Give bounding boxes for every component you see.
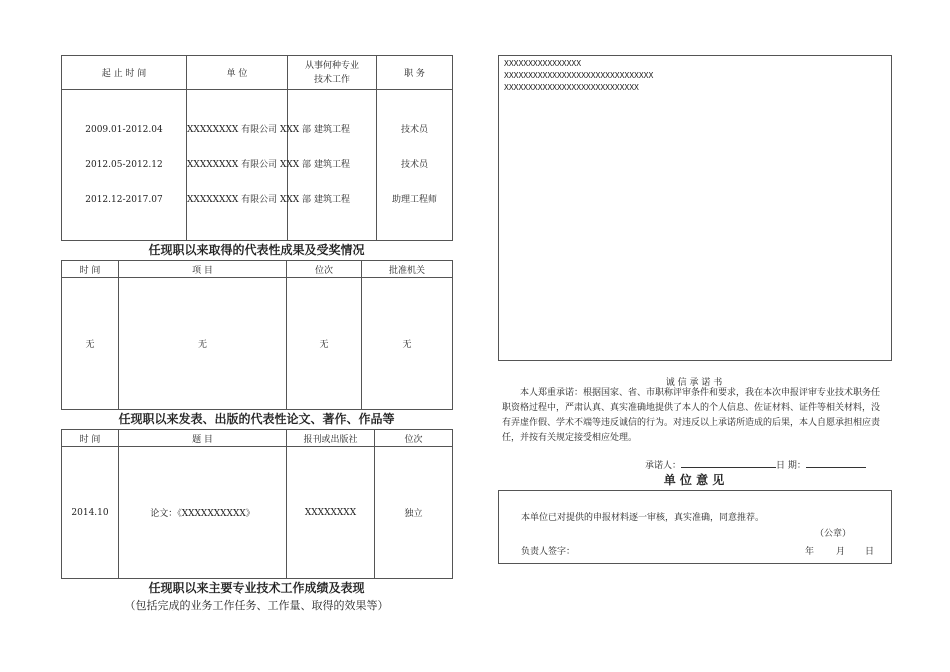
unit-opinion-text: 本单位已对提供的申报材料逐一审核，真实准确，同意推荐。	[521, 513, 765, 523]
year-label: 年	[805, 547, 815, 557]
unit-value: XXXXXXXX 有限公司 XXX 部	[187, 194, 312, 205]
header-unit: 单 位	[187, 56, 288, 90]
work-value: 建筑工程	[313, 194, 350, 205]
performance-subtitle: （包括完成的业务工作任务、工作量、取得的效果等）	[124, 599, 389, 612]
paper-title: 论文：《XXXXXXXXXX》	[119, 447, 287, 579]
paper-header-publisher: 报刊或出版社	[287, 430, 375, 447]
achievements-table	[61, 260, 453, 410]
position-value: 助理工程师	[391, 194, 437, 205]
pledge-title: 诚 信 承 诺 书	[665, 378, 723, 388]
paper-header-title: 题 目	[119, 430, 287, 447]
period-value: 2012.12-2017.07	[85, 194, 163, 205]
performance-title: 任现职以来主要专业技术工作成绩及表现	[148, 581, 365, 595]
date-line	[806, 467, 866, 468]
signer-line	[681, 467, 776, 468]
papers-title: 任现职以来发表、出版的代表性论文、著作、作品等	[118, 412, 395, 426]
ach-authority: 无	[362, 278, 453, 410]
unit-value: XXXXXXXX 有限公司 XXX 部	[187, 124, 312, 135]
period-cell	[62, 90, 187, 241]
work-value: 建筑工程	[313, 159, 350, 170]
work-value: 建筑工程	[313, 124, 350, 135]
pledge-date-label: 日 期：	[776, 461, 806, 471]
ach-header-authority: 批准机关	[362, 261, 453, 278]
pledge-signature-row	[645, 458, 866, 471]
ach-time: 无	[62, 278, 119, 410]
content-line: XXXXXXXXXXXXXXXXXXXXXXXXXXXX	[504, 83, 639, 92]
day-label: 日	[865, 547, 875, 557]
unit-opinion-title: 单 位 意 见	[663, 473, 725, 487]
paper-header-rank: 位次	[375, 430, 453, 447]
ach-header-project: 项 目	[119, 261, 287, 278]
month-label: 月	[836, 547, 846, 557]
unit-value: XXXXXXXX 有限公司 XXX 部	[187, 159, 312, 170]
header-work: 从事何种专业 技术工作	[288, 56, 377, 90]
achievements-title: 任现职以来取得的代表性成果及受奖情况	[148, 243, 365, 257]
position-value: 技术员	[400, 124, 428, 135]
ach-project: 无	[119, 278, 287, 410]
content-line: XXXXXXXXXXXXXXXX	[504, 59, 582, 68]
ach-header-time: 时 间	[62, 261, 119, 278]
paper-time: 2014.10	[62, 447, 119, 579]
paper-header-time: 时 间	[62, 430, 119, 447]
paper-publisher: XXXXXXXX	[287, 447, 375, 579]
paper-rank: 独立	[375, 447, 453, 579]
content-line: XXXXXXXXXXXXXXXXXXXXXXXXXXXXXXX	[504, 71, 654, 80]
unit-cell	[187, 90, 312, 241]
pledge-signer-label: 承诺人：	[645, 461, 682, 471]
papers-table	[61, 429, 453, 579]
work-history-table	[61, 55, 453, 241]
header-position: 职 务	[377, 56, 453, 90]
responsible-signer-label: 负责人签字：	[521, 547, 576, 557]
ach-rank: 无	[287, 278, 362, 410]
seal-label: （公章）	[815, 529, 852, 539]
header-period: 起 止 时 间	[62, 56, 187, 90]
period-value: 2012.05-2012.12	[85, 159, 163, 170]
ach-header-rank: 位次	[287, 261, 362, 278]
position-value: 技术员	[400, 159, 428, 170]
position-cell	[377, 90, 453, 241]
period-value: 2009.01-2012.04	[85, 124, 163, 135]
pledge-body: 本人郑重承诺：根据国家、省、市职称评审条件和要求，我在本次申报评审专业技术职务任职资格过程中，严肃认真、真实准确地提供了本人的个人信息、佐证材料、证件等相关材料，没有弄虚作假、学术不端等违反诚信的行为。对违反以上承诺所造成的后果，本人自愿承担相应责任，并按有关规定接受相应处理。	[502, 388, 881, 443]
unit-opinion-box	[498, 490, 892, 564]
performance-content-box	[498, 55, 892, 361]
